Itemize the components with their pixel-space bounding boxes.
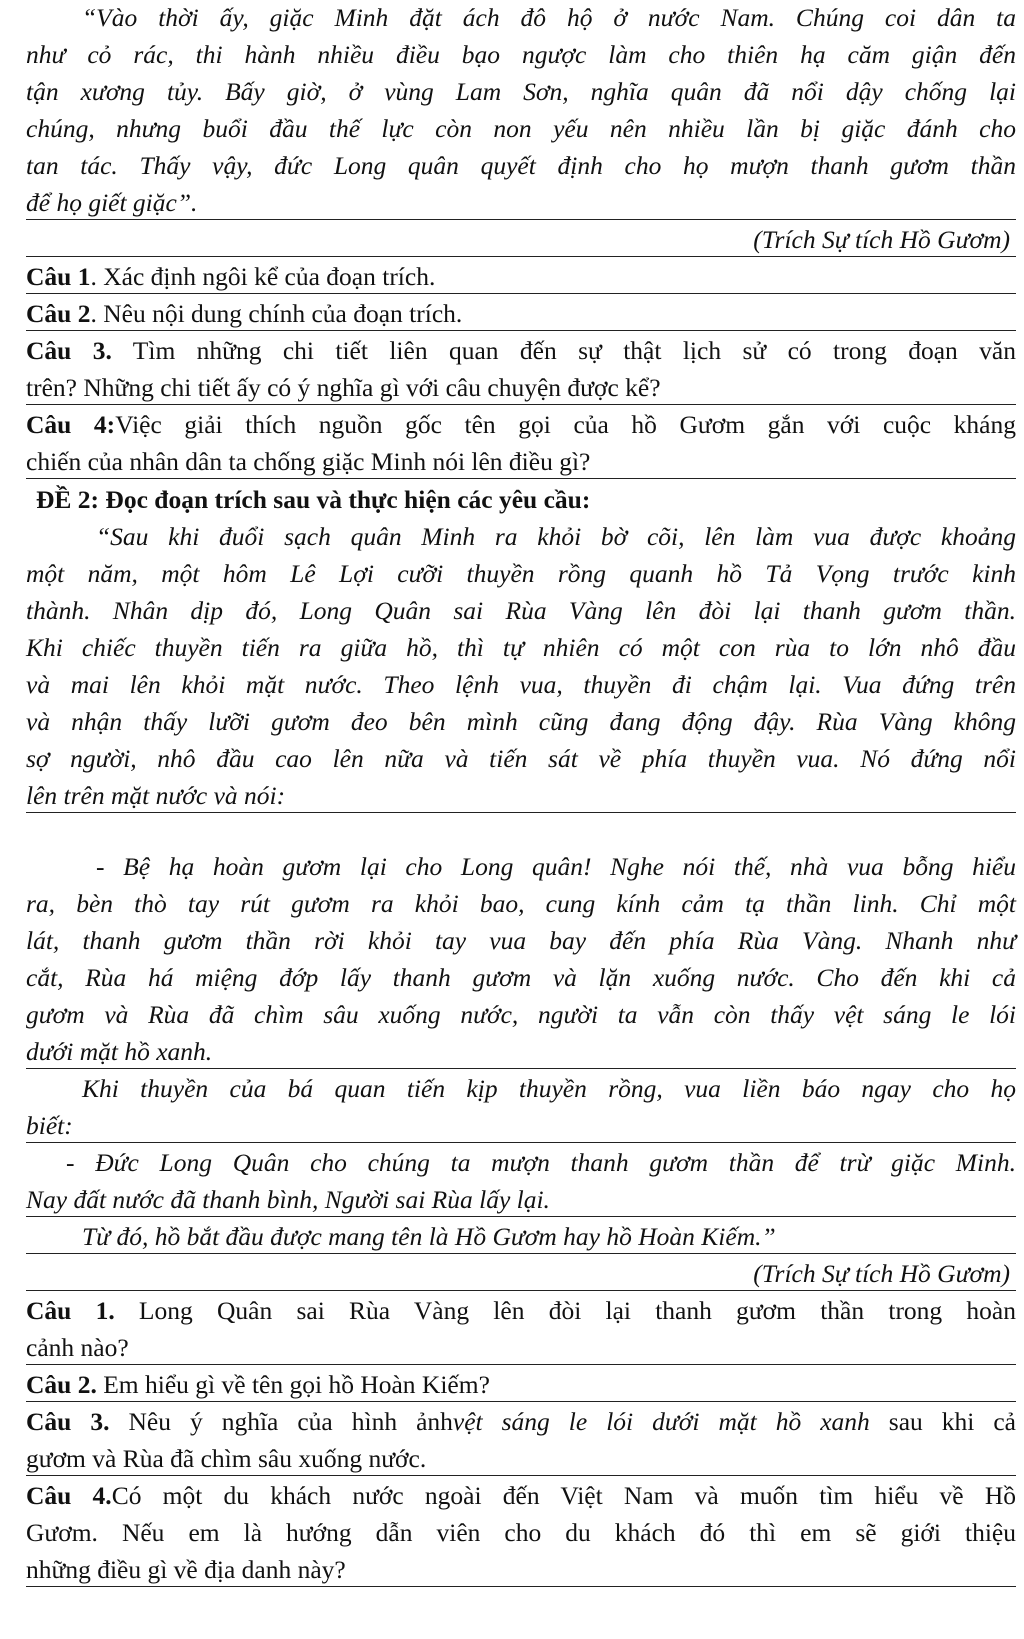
- question1-4-cont: chiến của nhân dân ta chống giặc Minh nói lên điều gì?: [26, 446, 1016, 479]
- passage2-line: Nay đất nước đã thanh bình, Người sai Rùa lấy lại.: [26, 1184, 1016, 1217]
- question-label: Câu 4.: [26, 1481, 112, 1510]
- passage2-line: lát, thanh gươm thần rời khỏi tay vua bay đến phía Rùa Vàng. Nhanh như: [26, 926, 1016, 955]
- passage2-line: ra, bèn thò tay rút gươm ra khỏi bao, cung kính cảm tạ thần linh. Chỉ một: [26, 889, 1016, 918]
- passage2-line: Từ đó, hồ bắt đầu được mang tên là Hồ Gươm hay hồ Hoàn Kiếm.”: [26, 1221, 1016, 1254]
- section2-heading: ĐỀ 2: Đọc đoạn trích sau và thực hiện các yêu cầu:: [36, 485, 591, 514]
- question-label: Câu 4:: [26, 410, 116, 439]
- question1-3: [26, 335, 1016, 367]
- question-italic-text: vệt sáng le lói dưới mặt hồ xanh: [452, 1407, 870, 1436]
- question-label: Câu 1: [26, 262, 91, 291]
- question-text: sau khi cả: [869, 1407, 1016, 1436]
- question2-3-cont: gươm và Rùa đã chìm sâu xuống nước.: [26, 1443, 1016, 1476]
- question-label: Câu 3.: [26, 336, 112, 365]
- passage1-line: như cỏ rác, thi hành nhiều điều bạo ngược làm cho thiên hạ căm giận đến: [26, 40, 1016, 69]
- passage2-line: sợ người, nhô đầu cao lên nữa và tiến sát về phía thuyền vua. Nó đứng nổi: [26, 744, 1016, 773]
- question-label: Câu 3.: [26, 1407, 110, 1436]
- question-text: Em hiểu gì về tên gọi hồ Hoàn Kiếm?: [96, 1370, 490, 1399]
- passage1-line: chúng, nhưng buổi đầu thế lực còn non yếu nên nhiều lần bị giặc đánh cho: [26, 114, 1016, 143]
- passage2-line: và mai lên khỏi mặt nước. Theo lệnh vua, thuyền đi chậm lại. Vua đứng trên: [26, 670, 1016, 699]
- passage1-line: để họ giết giặc”.: [26, 187, 1016, 220]
- question-text: Việc giải thích nguồn gốc tên gọi của hồ Gươm gắn với cuộc kháng: [115, 410, 1017, 439]
- passage1-line: tan tác. Thấy vậy, đức Long quân quyết định cho họ mượn thanh gươm thần: [26, 151, 1016, 180]
- passage2-line: Khi thuyền của bá quan tiến kịp thuyền rồng, vua liền báo ngay cho họ: [82, 1074, 1016, 1103]
- passage2-line: biết:: [26, 1110, 1016, 1143]
- question2-4-cont: những điều gì về địa danh này?: [26, 1554, 1016, 1587]
- passage2-line: gươm và Rùa đã chìm sâu xuống nước, người ta vẫn còn thấy vệt sáng le lói: [26, 1000, 1016, 1029]
- question-label: Câu 2.: [26, 1370, 97, 1399]
- question2-2: [26, 1369, 1016, 1402]
- passage2-line: lên trên mặt nước và nói:: [26, 780, 1016, 813]
- question2-4: [26, 1480, 1016, 1512]
- question-label: Câu 2: [26, 299, 91, 328]
- passage1-line: “Vào thời ấy, giặc Minh đặt ách đô hộ ở nước Nam. Chúng coi dân ta: [82, 3, 1016, 32]
- question2-1-cont: cảnh nào?: [26, 1332, 1016, 1365]
- question-label: Câu 1.: [26, 1296, 115, 1325]
- passage2-line: “Sau khi đuổi sạch quân Minh ra khỏi bờ cõi, lên làm vua được khoảng: [96, 522, 1016, 551]
- passage2-line: Khi chiếc thuyền tiến ra giữa hồ, thì tự nhiên có một con rùa to lớn nhô đầu: [26, 633, 1016, 662]
- question-text: Tìm những chi tiết liên quan đến sự thật lịch sử có trong đoạn văn: [111, 336, 1016, 365]
- passage2-line: dưới mặt hồ xanh.: [26, 1036, 1016, 1069]
- question1-2: [26, 298, 1016, 331]
- question2-3: [26, 1406, 1016, 1438]
- passage2-line: và nhận thấy lưỡi gươm đeo bên mình cũng đang động đậy. Rùa Vàng không: [26, 707, 1016, 736]
- question-text: Có một du khách nước ngoài đến Việt Nam và muốn tìm hiểu về Hồ: [111, 1481, 1016, 1510]
- passage2-line: - Đức Long Quân cho chúng ta mượn thanh gươm thần để trừ giặc Minh.: [66, 1148, 1016, 1177]
- question1-1: [26, 261, 1016, 294]
- question-text: . Xác định ngôi kể của đoạn trích.: [90, 262, 436, 291]
- passage1-source: (Trích Sự tích Hồ Gươm): [26, 224, 1016, 257]
- question2-4-cont: Gươm. Nếu em là hướng dẫn viên cho du khách đó thì em sẽ giới thiệu: [26, 1518, 1016, 1547]
- passage2-line: cắt, Rùa há miệng đớp lấy thanh gươm và lặn xuống nước. Cho đến khi cả: [26, 963, 1016, 992]
- question-text: Nêu ý nghĩa của hình ảnh: [109, 1407, 453, 1436]
- passage1-line: tận xương tủy. Bấy giờ, ở vùng Lam Sơn, nghĩa quân đã nổi dậy chống lại: [26, 77, 1016, 106]
- question-text: Long Quân sai Rùa Vàng lên đòi lại thanh gươm thần trong hoàn: [114, 1296, 1016, 1325]
- question2-1: [26, 1295, 1016, 1327]
- question-text: . Nêu nội dung chính của đoạn trích.: [90, 299, 463, 328]
- passage2-line: một năm, một hôm Lê Lợi cưỡi thuyền rồng quanh hồ Tả Vọng trước kinh: [26, 559, 1016, 588]
- passage2-line: thành. Nhân dịp đó, Long Quân sai Rùa Vàng lên đòi lại thanh gươm thần.: [26, 596, 1016, 625]
- question1-3-cont: trên? Những chi tiết ấy có ý nghĩa gì với câu chuyện được kể?: [26, 372, 1016, 405]
- question1-4: [26, 409, 1016, 441]
- passage2-source: (Trích Sự tích Hồ Gươm): [26, 1258, 1016, 1291]
- passage2-line: - Bệ hạ hoàn gươm lại cho Long quân! Nghe nói thế, nhà vua bỗng hiểu: [96, 852, 1016, 881]
